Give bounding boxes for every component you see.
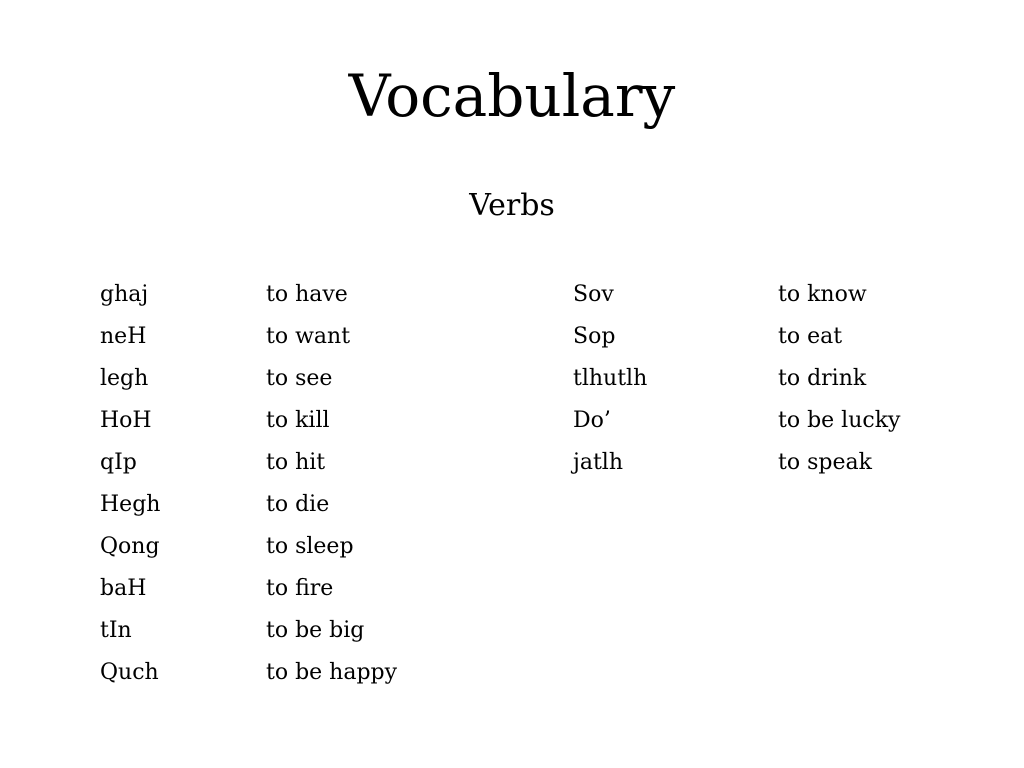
vocab-meaning: to see (266, 366, 333, 391)
vocab-meaning: to die (266, 492, 330, 517)
vocab-meaning: to fire (266, 576, 334, 601)
vocab-word: legh (100, 366, 149, 391)
left-meanings-column (266, 280, 397, 700)
vocab-meaning: to be lucky (778, 408, 901, 433)
vocab-meaning: to be happy (266, 660, 398, 685)
vocab-word: Sov (573, 282, 614, 307)
vocab-meaning: to sleep (266, 534, 354, 559)
vocab-meaning: to speak (778, 450, 872, 475)
vocab-word: tlhutlh (573, 366, 648, 391)
vocab-meaning: to be big (266, 618, 365, 643)
right-meanings-column (778, 280, 900, 490)
vocab-meaning: to want (266, 324, 351, 349)
vocab-word: ghaj (100, 282, 149, 307)
vocab-meaning: to kill (266, 408, 330, 433)
left-words-column (100, 280, 160, 700)
vocab-meaning: to drink (778, 366, 867, 391)
vocab-word: tIn (100, 618, 132, 643)
vocab-word: neH (100, 324, 147, 349)
right-words-column (573, 280, 647, 490)
slide-subtitle: Verbs (469, 188, 555, 223)
vocab-word: Qong (100, 534, 160, 559)
vocab-meaning: to eat (778, 324, 843, 349)
vocab-word: baH (100, 576, 147, 601)
vocab-word: jatlh (573, 450, 623, 475)
vocab-word: HoH (100, 408, 152, 433)
vocab-word: Sop (573, 324, 616, 349)
slide-title: Vocabulary (348, 62, 676, 130)
vocab-word: qIp (100, 450, 137, 475)
vocab-word: Do’ (573, 408, 611, 433)
vocab-word: Hegh (100, 492, 161, 517)
vocab-meaning: to have (266, 282, 348, 307)
vocab-meaning: to hit (266, 450, 326, 475)
vocab-meaning: to know (778, 282, 867, 307)
vocab-word: Quch (100, 660, 159, 685)
